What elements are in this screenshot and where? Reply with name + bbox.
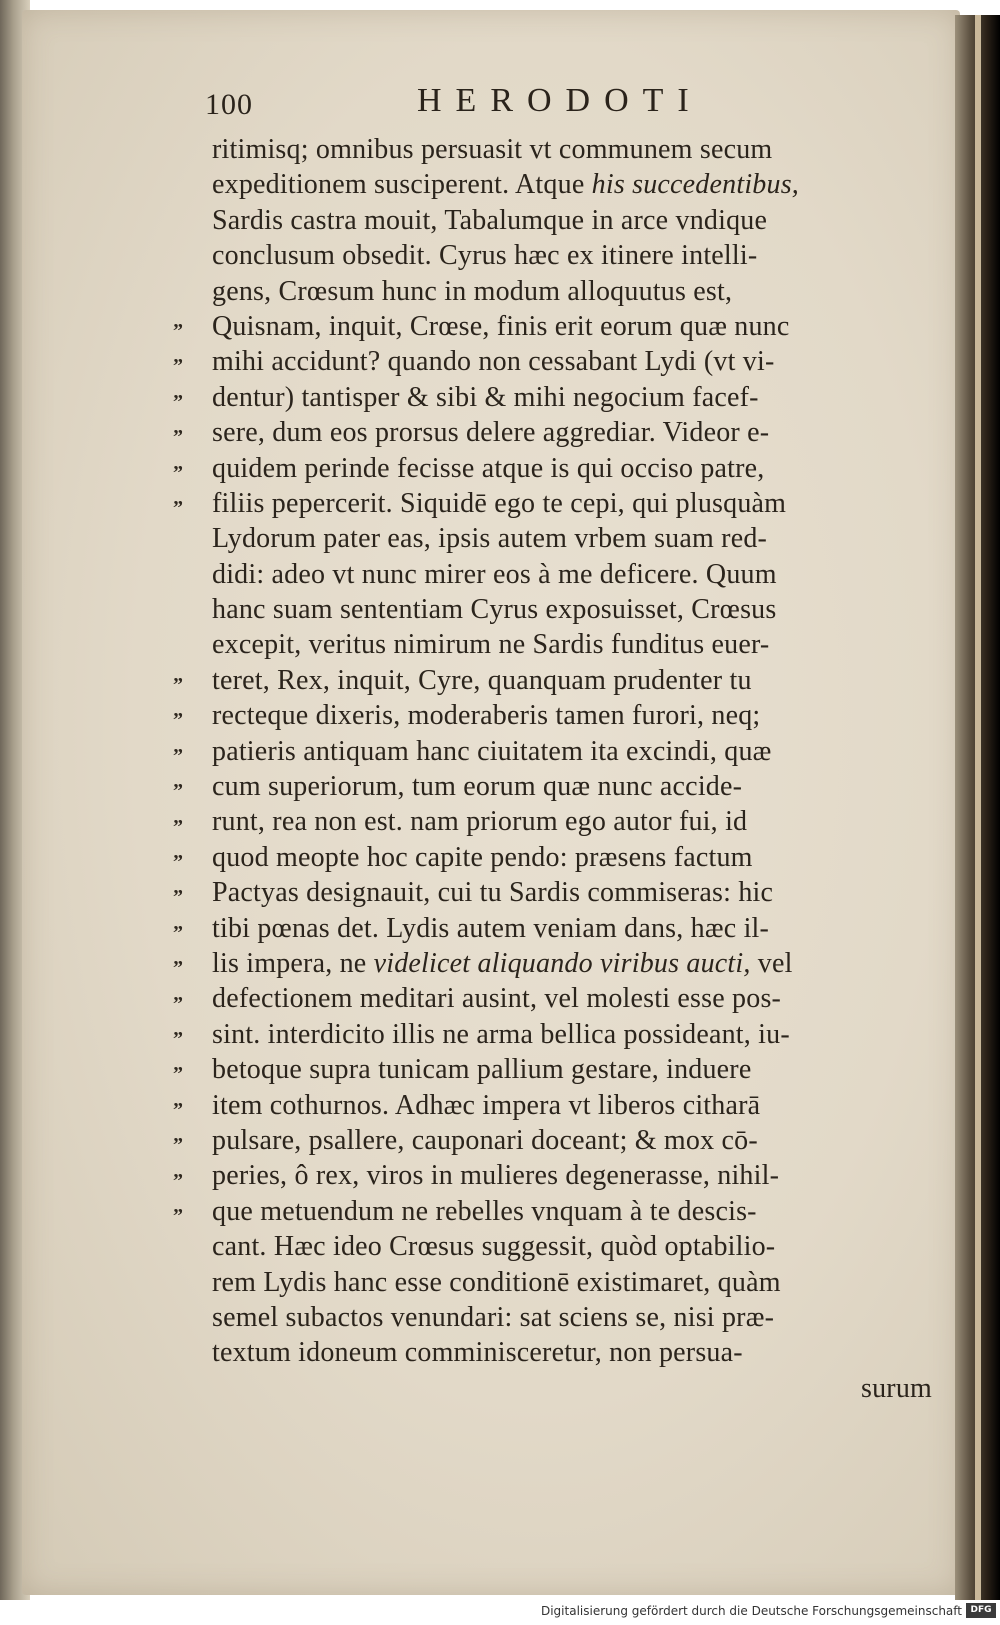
text-line (212, 1088, 932, 1123)
text-line (212, 203, 932, 238)
text-line (212, 1194, 932, 1229)
text-line (212, 1017, 932, 1052)
text-line (212, 380, 932, 415)
footer-bar (0, 1600, 1000, 1625)
line-text: tibi pœnas det. Lydis autem veniam dans, hæc il- (212, 912, 770, 944)
line-text: runt, rea non est. nam priorum ego autor fui, id (212, 806, 748, 838)
text-line (212, 486, 932, 521)
page-number: 100 (205, 88, 253, 121)
quote-mark: ” (173, 320, 183, 342)
text-line (212, 1371, 932, 1406)
text-line (212, 627, 932, 662)
line-text: expeditionem susciperent. Atque (212, 169, 592, 201)
line-text: surum (861, 1372, 932, 1404)
line-text: textum idoneum comminisceretur, non persua- (212, 1337, 743, 1369)
text-line (212, 238, 932, 273)
line-text: rem Lydis hanc esse conditionē existimaret, quàm (212, 1266, 781, 1298)
text-line (212, 1229, 932, 1264)
quote-mark: ” (173, 780, 183, 803)
text-line (212, 167, 932, 202)
text-line (212, 875, 932, 910)
quote-mark: ” (173, 815, 183, 838)
line-text: quidem perinde fecisse atque is qui occiso patre, (212, 452, 765, 484)
quote-mark: ” (173, 921, 183, 944)
text-line (212, 1158, 932, 1193)
digitization-credit: Digitalisierung gefördert durch die Deutsche Forschungsgemeinschaft (540, 1604, 962, 1618)
text-line (212, 734, 932, 769)
quote-mark: ” (173, 1063, 183, 1086)
text-line (212, 557, 932, 592)
page-header (205, 82, 925, 132)
running-head: HERODOTI (417, 82, 703, 119)
line-text: dentur) tantisper & sibi & mihi negocium facef- (212, 381, 759, 413)
quote-mark: ” (173, 1028, 183, 1050)
text-line (212, 415, 932, 450)
text-line (212, 1052, 932, 1087)
line-text: cant. Hæc ideo Crœsus suggessit, quòd optabilio- (212, 1231, 776, 1263)
text-line (212, 309, 932, 344)
quote-mark: ” (173, 709, 183, 732)
line-text: cum superiorum, tum eorum quæ nunc accide- (212, 771, 743, 803)
line-text: excepit, veritus nimirum ne Sardis funditus euer- (212, 629, 770, 661)
text-line (212, 1123, 932, 1158)
text-line (212, 132, 932, 167)
line-text-after: vel (750, 947, 793, 979)
line-text: semel subactos venundari: sat sciens se, nisi præ- (212, 1301, 775, 1333)
line-text: conclusum obsedit. Cyrus hæc ex itinere intelli- (212, 240, 758, 272)
quote-mark: ” (173, 497, 183, 519)
quote-mark: ” (173, 1098, 183, 1121)
text-line (212, 663, 932, 698)
quote-mark: ” (173, 1134, 183, 1157)
line-text: que metuendum ne rebelles vnquam à te descis- (212, 1195, 757, 1227)
quote-mark: ” (173, 426, 183, 449)
text-line (212, 1265, 932, 1300)
text-line (212, 840, 932, 875)
line-text: Sardis castra mouit, Tabalumque in arce vndique (212, 204, 768, 236)
dfg-logo-icon: DFG (966, 1603, 996, 1618)
line-italic-text: his succedentibus, (591, 169, 799, 201)
quote-mark: ” (173, 355, 183, 378)
text-line (212, 592, 932, 627)
line-text: defectionem meditari ausint, vel molesti esse pos- (212, 983, 782, 1015)
line-text: item cothurnos. Adhæc impera vt liberos citharā (212, 1089, 761, 1121)
line-text: teret, Rex, inquit, Cyre, quanquam prudenter tu (212, 664, 752, 696)
text-line (212, 946, 932, 981)
quote-mark: ” (173, 957, 183, 980)
text-line (212, 344, 932, 379)
binding-strip (975, 15, 981, 1600)
quote-mark: ” (173, 744, 183, 767)
line-text: gens, Crœsum hunc in modum alloquutus est, (212, 275, 733, 307)
line-text: didi: adeo vt nunc mirer eos à me deficere. Quum (212, 558, 777, 590)
line-text: ritimisq; omnibus persuasit vt communem secum (212, 134, 773, 165)
line-text: patieris antiquam hanc ciuitatem ita excindi, quæ (212, 735, 772, 767)
line-italic-text: videlicet aliquando viribus aucti, (373, 947, 751, 979)
line-text: recteque dixeris, moderaberis tamen furori, neq; (212, 700, 761, 732)
line-text: sint. interdicito illis ne arma bellica possideant, iu- (212, 1018, 790, 1050)
quote-mark: ” (173, 674, 183, 696)
line-text: hanc suam sententiam Cyrus exposuisset, Crœsus (212, 594, 777, 626)
quote-mark: ” (173, 461, 183, 484)
book-binding-right (955, 15, 1000, 1600)
line-text: mihi accidunt? quando non cessabant Lydi (vt vi- (212, 346, 775, 378)
text-line (212, 451, 932, 486)
text-line (212, 1300, 932, 1335)
quote-mark: ” (173, 1205, 183, 1227)
quote-mark: ” (173, 851, 183, 873)
line-text: filiis pepercerit. Siquidē ego te cepi, qui plusquàm (212, 487, 787, 519)
text-line (212, 804, 932, 839)
line-text: Lydorum pater eas, ipsis autem vrbem suam red- (212, 523, 768, 555)
text-line (212, 698, 932, 733)
line-text: peries, ô rex, viros in mulieres degenerasse, nihil- (212, 1160, 780, 1192)
line-text: Quisnam, inquit, Crœse, finis erit eorum quæ nunc (212, 310, 790, 342)
quote-mark: ” (173, 1169, 183, 1192)
line-text: lis impera, ne (212, 947, 374, 979)
text-line (212, 769, 932, 804)
line-text: betoque supra tunicam pallium gestare, induere (212, 1054, 752, 1086)
line-text: pulsare, psallere, cauponari doceant; & mox cō- (212, 1124, 758, 1156)
line-text: quod meopte hoc capite pendo: præsens factum (212, 841, 753, 873)
quote-mark: ” (173, 390, 183, 413)
line-text: Pactyas designauit, cui tu Sardis commiseras: hic (212, 877, 774, 909)
text-line (212, 1335, 932, 1370)
text-line (212, 981, 932, 1016)
quote-mark: ” (173, 992, 183, 1015)
body-text (212, 132, 932, 1406)
quote-mark: ” (173, 886, 183, 909)
text-line (212, 274, 932, 309)
text-line (212, 521, 932, 556)
line-text: sere, dum eos prorsus delere aggrediar. Videor e- (212, 417, 770, 449)
text-line (212, 911, 932, 946)
